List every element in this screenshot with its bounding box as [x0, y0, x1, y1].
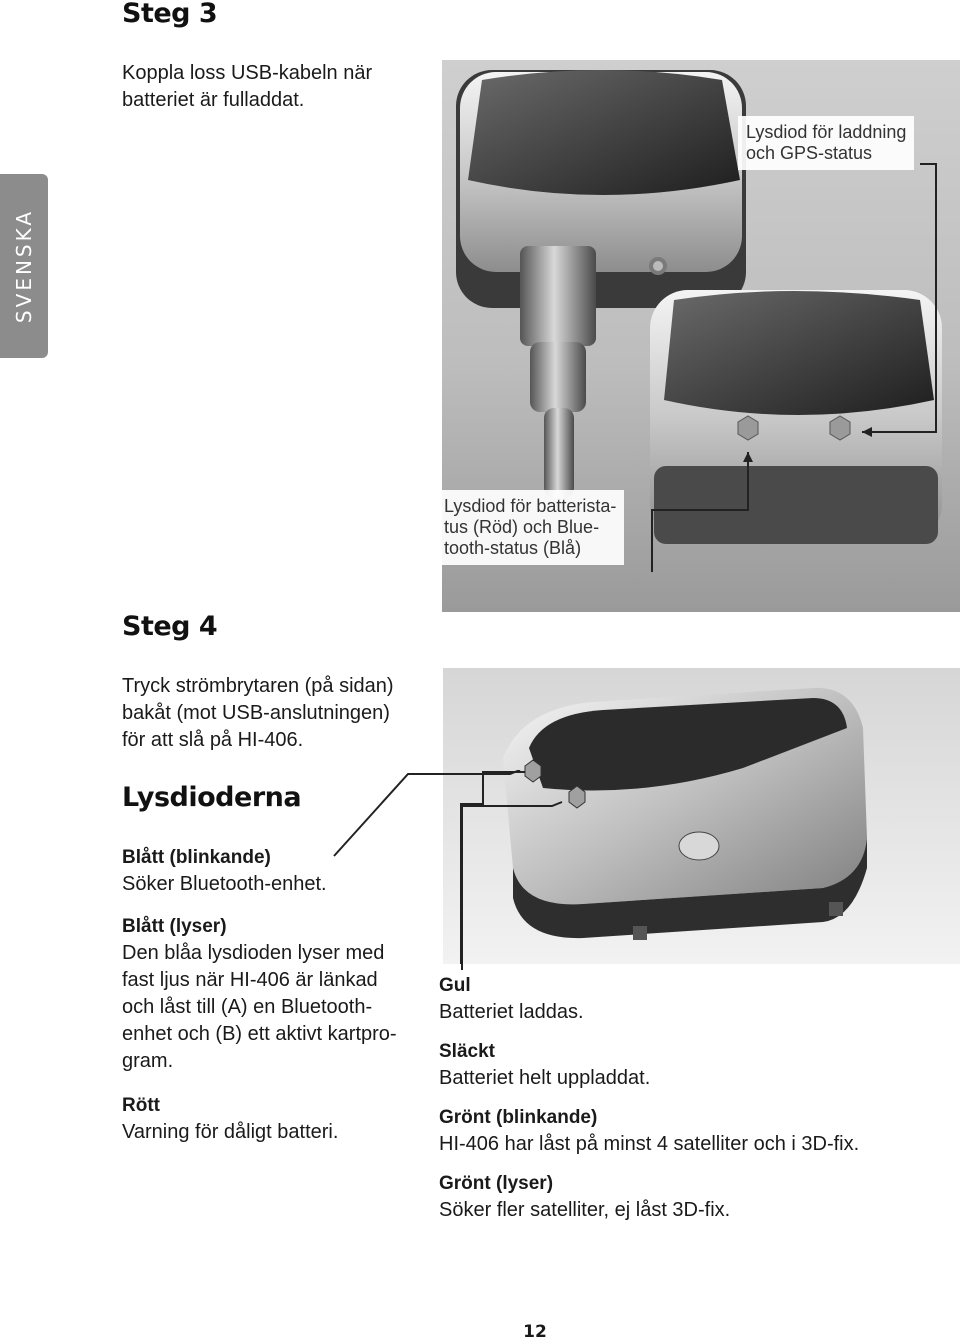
led-blue-blink	[122, 844, 327, 898]
callout-line: och GPS-status	[746, 143, 873, 163]
step3-heading: Steg 3	[122, 0, 218, 29]
callout-battery-bluetooth-led	[436, 490, 624, 565]
legend-off	[439, 1038, 859, 1092]
step4-text	[122, 673, 394, 754]
step4-heading: Steg 4	[122, 611, 218, 642]
led-blue-solid-line: fast ljus när HI-406 är länkad	[122, 969, 378, 991]
led-blue-blink-title: Blått (blinkande)	[122, 847, 271, 868]
callout-line: tooth-status (Blå)	[444, 538, 582, 558]
led-blue-solid-line: Den blåa lysdioden lyser med	[122, 942, 385, 964]
led-blue-solid-line: enhet och (B) ett aktivt kartpro-	[122, 1023, 397, 1045]
legend-green-blink	[439, 1104, 859, 1158]
legend-yellow	[439, 972, 859, 1026]
language-tab	[0, 174, 48, 358]
legend-green-blink-title: Grönt (blinkande)	[439, 1107, 598, 1128]
led-blue-solid-title: Blått (lyser)	[122, 916, 227, 937]
step4-line: bakåt (mot USB-anslutningen)	[122, 702, 390, 724]
step4-line: Tryck strömbrytaren (på sidan)	[122, 675, 394, 697]
callout-line: Lysdiod för laddning	[746, 122, 907, 142]
led-blue-solid-line: och låst till (A) en Bluetooth-	[122, 996, 373, 1018]
callout-line: Lysdiod för batterista-	[444, 496, 617, 516]
led-red-line: Varning för dåligt batteri.	[122, 1121, 339, 1143]
led-red	[122, 1092, 338, 1146]
legend-green-solid-title: Grönt (lyser)	[439, 1173, 554, 1194]
page-number: 12	[523, 1322, 547, 1342]
language-tab-label: SVENSKA	[12, 208, 36, 324]
legend-off-title: Släckt	[439, 1041, 495, 1062]
callout-charging-gps-led	[738, 116, 914, 170]
legend-green-solid	[439, 1170, 859, 1224]
step3-text	[122, 60, 372, 114]
callout-line: tus (Röd) och Blue-	[444, 517, 600, 537]
legend-green-solid-text: Söker fler satelliter, ej låst 3D-fix.	[439, 1199, 731, 1221]
leds-heading: Lysdioderna	[122, 782, 302, 813]
step4-line: för att slå på HI-406.	[122, 729, 304, 751]
step3-line: Koppla loss USB-kabeln när	[122, 62, 373, 84]
legend-yellow-text: Batteriet laddas.	[439, 1001, 584, 1023]
legend-green-blink-text: HI-406 har låst på minst 4 satelliter och i 3D-fix.	[439, 1133, 860, 1155]
legend-off-text: Batteriet helt uppladdat.	[439, 1067, 651, 1089]
led-blue-solid	[122, 913, 397, 1075]
led-blue-solid-line: gram.	[122, 1050, 174, 1072]
led-blue-blink-line: Söker Bluetooth-enhet.	[122, 873, 327, 895]
device-photo-top	[442, 60, 960, 612]
step3-line: batteriet är fulladdat.	[122, 89, 305, 111]
led-legend	[439, 972, 859, 1236]
led-red-title: Rött	[122, 1095, 160, 1116]
legend-yellow-title: Gul	[439, 975, 471, 996]
